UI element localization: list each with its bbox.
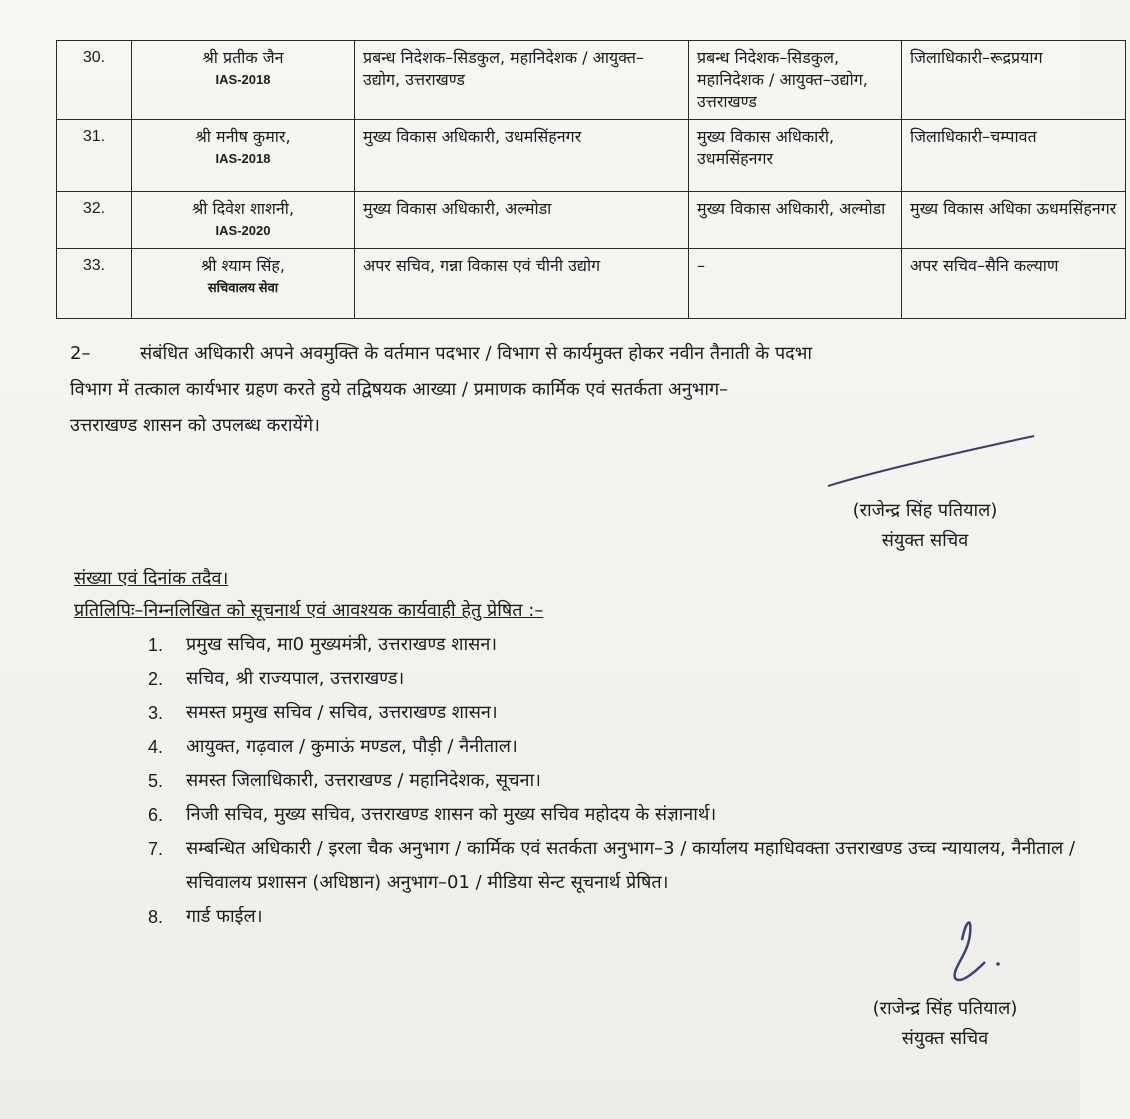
copy-to-list [148,628,1108,934]
list-item-text: निजी सचिव, मुख्य सचिव, उत्तराखण्ड शासन को मुख्य सचिव महोदय के संज्ञानार्थ। [186,804,717,825]
list-item-number: 1. [148,635,164,655]
list-item [148,832,1108,900]
current-posting: प्रबन्ध निदेशक–सिडकुल, महानिदेशक / आयुक्त–उद्योग, उत्तराखण्ड [355,41,689,120]
list-item [148,662,1108,696]
paragraph-number: 2– [70,343,91,364]
list-item-number: 2. [148,669,164,689]
paragraph-line-1: 2– संबंधित अधिकारी अपने अवमुक्ति के वर्तमान पदभार / विभाग से कार्यमुक्त होकर नवीन तैनाती के पदभा [70,336,1130,372]
copy-to-heading: प्रतिलिपिः–निम्नलिखित को सूचनार्थ एवं आवश्यक कार्यवाही हेतु प्रेषित :– [74,600,544,621]
list-item-number: 5. [148,771,164,791]
list-item [148,730,1108,764]
list-item-text: सचिव, श्री राज्यपाल, उत्तराखण्ड। [186,668,405,689]
officer-cadre: IAS-2018 [215,151,271,166]
signature-block-2 [830,994,1060,1054]
list-item [148,764,1108,798]
officer-cadre: IAS-2020 [215,223,271,238]
list-item [148,628,1108,662]
new-posting: जिलाधिकारी–रूद्रप्रयाग [902,41,1126,120]
officer-name: श्री मनीष कुमार, [195,127,291,146]
initials-dot [996,962,1000,966]
relieved-posting: – [689,249,902,319]
relieved-posting: मुख्य विकास अधिकारी, अल्मोडा [689,192,902,249]
serial-number: 30. [57,41,132,120]
list-item [148,798,1108,832]
serial-number: 31. [57,120,132,192]
current-posting: मुख्य विकास अधिकारी, अल्मोडा [355,192,689,249]
current-posting: अपर सचिव, गन्ना विकास एवं चीनी उद्योग [355,249,689,319]
signature-stroke-1 [828,436,1034,486]
new-posting: मुख्य विकास अधिका ऊधमसिंहनगर [902,192,1126,249]
officer-name: श्री श्याम सिंह, [201,256,285,275]
relieved-posting: मुख्य विकास अधिकारी, उधमसिंहनगर [689,120,902,192]
list-item-number: 6. [148,805,164,825]
reference-number-line: संख्या एवं दिनांक तदैव। [74,568,229,589]
signatory-designation: संयुक्त सचिव [881,530,969,551]
list-item-number: 7. [148,839,164,859]
serial-number: 33. [57,249,132,319]
signatory-name: (राजेन्द्र सिंह पतियाल) [872,998,1018,1019]
list-item-text: समस्त जिलाधिकारी, उत्तराखण्ड / महानिदेशक, सूचना। [186,770,541,791]
signatory-name: (राजेन्द्र सिंह पतियाल) [852,500,998,521]
list-item-text: समस्त प्रमुख सचिव / सचिव, उत्तराखण्ड शासन। [186,702,498,723]
signature-block-1 [810,496,1040,556]
officer-name: श्री प्रतीक जैन [202,48,284,67]
officer-cadre: सचिवालय सेवा [207,280,279,295]
serial-number: 32. [57,192,132,249]
list-item-text: सम्बन्धित अधिकारी / इरला चैक अनुभाग / कार्मिक एवं सतर्कता अनुभाग–3 / कार्यालय महाधिवक्ता उत्तराखण्ड उच्च न्यायालय, नैनीताल / सचिवालय प्रशासन (अधिष्ठान) अनुभाग–01 / मीडिया सेन्ट सूचनार्थ प्रेषित। [186,838,1076,893]
paragraph-line-2: विभाग में तत्काल कार्यभार ग्रहण करते हुये तद्विषयक आख्या / प्रमाणक कार्मिक एवं सतर्कता अनुभाग– [70,379,729,400]
list-item-text: गार्ड फाईल। [186,906,263,927]
officer-name: श्री दिवेश शाशनी, [191,199,295,218]
list-item-number: 4. [148,737,164,757]
relieved-posting: प्रबन्ध निदेशक–सिडकुल, महानिदेशक / आयुक्त–उद्योग, उत्तराखण्ड [689,41,902,120]
list-item [148,696,1108,730]
list-item [148,900,1108,934]
signatory-designation: संयुक्त सचिव [901,1028,989,1049]
list-item-text: आयुक्त, गढ़वाल / कुमाऊं मण्डल, पौड़ी / नैनीताल। [186,736,518,757]
list-item-number: 8. [148,907,164,927]
list-item-text: प्रमुख सचिव, मा0 मुख्यमंत्री, उत्तराखण्ड शासन। [186,634,498,655]
list-item-number: 3. [148,703,164,723]
new-posting: जिलाधिकारी–चम्पावत [902,120,1126,192]
current-posting: मुख्य विकास अधिकारी, उधमसिंहनगर [355,120,689,192]
officer-cadre: IAS-2018 [215,72,271,87]
paragraph-line-3: उत्तराखण्ड शासन को उपलब्ध करायेंगे। [70,415,320,436]
new-posting: अपर सचिव–सैनि कल्याण [902,249,1126,319]
